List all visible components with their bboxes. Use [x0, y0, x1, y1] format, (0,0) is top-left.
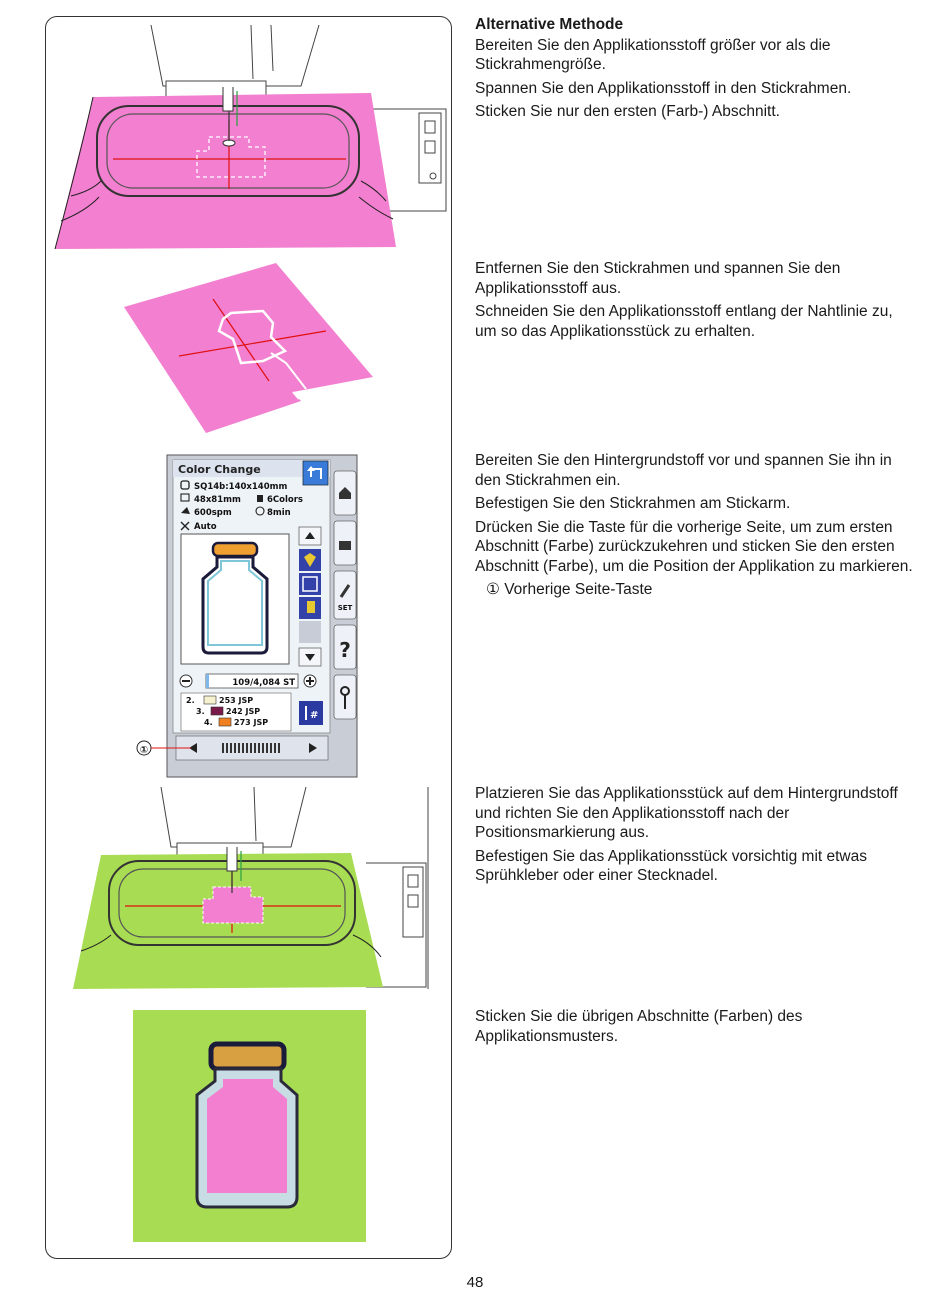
open-folder-button[interactable]: [334, 521, 356, 565]
key-button[interactable]: [334, 675, 356, 719]
hoop-value: SQ14b:140x140mm: [194, 482, 288, 492]
mode-value: Auto: [194, 522, 217, 532]
illustration-cut-pink-fabric: [124, 263, 373, 433]
colors-value: 6Colors: [267, 495, 303, 505]
svg-text:253 JSP: 253 JSP: [219, 696, 254, 705]
thread-swatch: [219, 718, 231, 726]
svg-text:4.: 4.: [204, 718, 213, 727]
svg-text:#: #: [310, 710, 319, 721]
spool-icon: [257, 495, 263, 502]
instruction-text: Bereiten Sie den Hintergrundstoff vor und spannen Sie ihn in den Stickrahmen ein.: [475, 452, 892, 489]
callout-marker-1: ①: [139, 745, 149, 756]
illustration-hooped-green-fabric: [73, 787, 428, 989]
stitch-progress-fill: [206, 674, 209, 688]
instruction-text: Sticken Sie die übrigen Abschnitte (Farben) des Applikationsmusters.: [475, 1008, 803, 1045]
instruction-text: Drücken Sie die Taste für die vorherige Seite, um zum ersten Abschnitt (Farbe) zurückzukehren und sticken Sie den ersten Abschnitt (Farbe), um die Position der Applikation zu markieren.: [475, 518, 913, 575]
speed-value: 600spm: [194, 508, 232, 518]
section-heading: Alternative Methode: [475, 16, 624, 33]
jump-button[interactable]: [299, 701, 323, 725]
svg-text:3.: 3.: [196, 707, 205, 716]
instruction-text: Platzieren Sie das Applikationsstück auf dem Hintergrundstoff und richten Sie den Applikationsstoff nach der Positionsmarkierung aus.: [475, 785, 898, 841]
page-indicator: [223, 743, 279, 753]
help-button[interactable]: [334, 625, 356, 669]
section-remove-hoop: [475, 259, 915, 345]
section-place-applique: [475, 784, 915, 890]
instruction-text: Schneiden Sie den Applikationsstoff entlang der Nahtlinie zu, um so das Applikationsstück zu erhalten.: [475, 303, 893, 340]
instruction-text: Spannen Sie den Applikationsstoff in den Stickrahmen.: [475, 79, 852, 97]
svg-text:?: ?: [339, 638, 351, 662]
thread-swatch: [211, 707, 223, 715]
section-background-fabric: [475, 451, 915, 604]
instruction-text: Entfernen Sie den Stickrahmen und spannen Sie den Applikationsstoff aus.: [475, 260, 841, 297]
instruction-text: Befestigen Sie das Applikationsstück vorsichtig mit etwas Sprühkleber oder einer Stecknadel.: [475, 847, 867, 884]
section-finish: [475, 1007, 915, 1050]
stitch-plus-button[interactable]: [304, 675, 316, 687]
illustration-panel: [45, 16, 452, 1259]
svg-text:273 JSP: 273 JSP: [234, 718, 269, 727]
machine-lcd-screen: [137, 455, 357, 777]
screen-title: Color Change: [178, 463, 261, 476]
page-number: 48: [466, 1274, 484, 1291]
settings-label: SET: [337, 604, 353, 612]
illustration-hooped-pink-fabric: [55, 25, 446, 249]
return-button[interactable]: [303, 461, 328, 485]
section-alternative-method: [475, 15, 915, 126]
instruction-text: Sticken Sie nur den ersten (Farb-) Abschnitt.: [475, 103, 780, 120]
svg-text:242 JSP: 242 JSP: [226, 707, 261, 716]
thread-swatch: [204, 696, 216, 704]
time-value: 8min: [267, 508, 291, 518]
instruction-text: Befestigen Sie den Stickrahmen am Stickarm.: [475, 495, 791, 512]
svg-text:2.: 2.: [186, 696, 195, 705]
disabled-button[interactable]: [299, 621, 321, 643]
scroll-up-button[interactable]: [299, 527, 321, 545]
stitch-count: 109/4,084 ST: [232, 678, 295, 688]
settings-button[interactable]: [334, 571, 356, 619]
home-button[interactable]: [334, 471, 356, 515]
stitch-minus-button[interactable]: [180, 675, 192, 687]
size-value: 48x81mm: [194, 495, 241, 505]
callout-legend: ① Vorherige Seite-Taste: [486, 581, 653, 598]
illustration-finished-applique: [133, 1010, 366, 1242]
instruction-text: Bereiten Sie den Applikationsstoff größer vor als die Stickrahmengröße.: [475, 36, 831, 73]
scroll-down-button[interactable]: [299, 648, 321, 666]
